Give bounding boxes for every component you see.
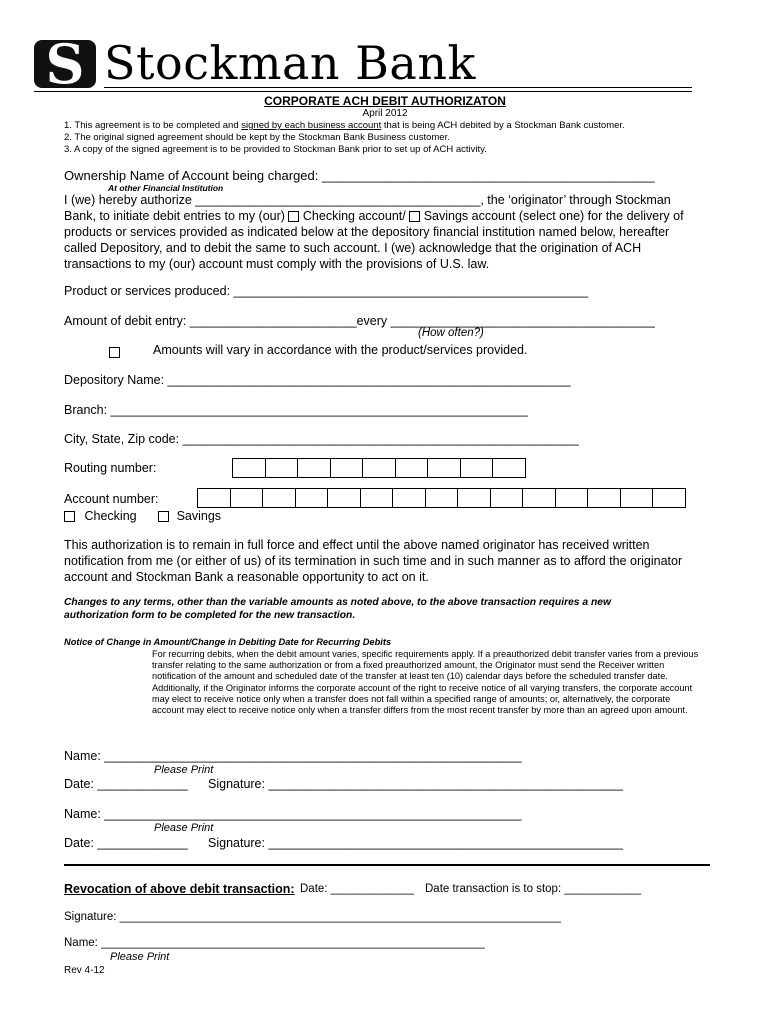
account-digit-box[interactable] [555,488,589,508]
account-checking-checkbox[interactable] [64,511,75,522]
authorization-line-4: called Depository, and to debit the same to such account. I (we) acknowledge that the origination of ACH [64,241,642,255]
routing-digit-box[interactable] [297,458,331,478]
authorization-line-2: Bank, to initiate debit entries to my (our) Checking account/ Savings account (select one) for the delivery of [64,209,684,223]
terms-line-3: account and Stockman Bank a reasonable opportunity to act on it. [64,570,429,584]
signer2-name-field[interactable]: Name: ____________________________________________________________ [64,807,522,821]
account-digit-box[interactable] [620,488,654,508]
routing-digit-box[interactable] [395,458,429,478]
account-digit-box[interactable] [425,488,459,508]
signer1-please-print: Please Print [154,764,214,776]
authorization-line-1: I (we) hereby authorize _________________________________________, the ‘originator’ through Stockman [64,193,671,207]
page-title: CORPORATE ACH DEBIT AUTHORIZATON [264,94,506,108]
form-date: April 2012 [362,108,408,119]
ownership-field[interactable]: Ownership Name of Account being charged: ______________________________________________ [64,168,655,183]
account-digit-box[interactable] [490,488,524,508]
notice-heading: Notice of Change in Amount/Change in Debiting Date for Recurring Debits [64,637,392,647]
signer2-signature-field[interactable]: Signature: ___________________________________________________ [208,836,624,850]
variable-amount-label: Amounts will vary in accordance with the product/services provided. [153,343,528,357]
routing-number-boxes[interactable] [233,458,526,478]
revocation-signature-field[interactable]: Signature: _____________________________________________________________________ [64,911,561,923]
terms-line-2: notification from me (or either of us) of its termination in such time and in such manner as to afford the originator [64,554,683,568]
signer1-signature-field[interactable]: Signature: ___________________________________________________ [208,777,624,791]
revocation-heading: Revocation of above debit transaction: [64,882,295,896]
instruction-2: 2. The original signed agreement should be kept by the Stockman Bank Business customer. [64,132,450,143]
checking-account-checkbox[interactable] [288,211,299,222]
routing-digit-box[interactable] [492,458,526,478]
routing-digit-box[interactable] [330,458,364,478]
revocation-stop-date-field[interactable]: Date transaction is to stop: ____________ [425,883,642,895]
account-digit-box[interactable] [392,488,426,508]
routing-number-label: Routing number: [64,461,157,475]
bank-name: Stockman Bank [104,36,476,90]
header-rule [104,87,692,88]
ownership-note: At other Financial Institution [108,183,224,193]
routing-digit-box[interactable] [460,458,494,478]
authorization-line-5: transactions to my (our) account must comply with the provisions of U.S. law. [64,257,490,271]
signer1-date-field[interactable]: Date: _____________ [64,777,188,791]
account-digit-box[interactable] [360,488,394,508]
account-digit-box[interactable] [587,488,621,508]
product-field[interactable]: Product or services produced: ___________________________________________________ [64,284,589,298]
account-digit-box[interactable] [652,488,686,508]
routing-digit-box[interactable] [362,458,396,478]
account-digit-box[interactable] [522,488,556,508]
terms-line-1: This authorization is to remain in full force and effect until the above named originator has received written [64,538,650,552]
revocation-name-field[interactable]: Name: ____________________________________________________________ [64,937,485,949]
city-state-zip-field[interactable]: City, State, Zip code: _________________________________________________________ [64,432,579,446]
account-checking-label: Checking [84,509,137,523]
header-rule-lower [34,91,692,92]
authorization-line-3: products or services provided as indicated below at the depository financial institution named below, hereafter [64,225,670,239]
variable-amount-checkbox[interactable] [109,343,120,361]
changes-notice-line-1: Changes to any terms, other than the variable amounts as noted above, to the above transaction requires a new [64,597,612,608]
logo-letter: S [45,32,85,96]
changes-notice-line-2: authorization form to be completed for the new transaction. [64,610,356,621]
account-savings-label: Savings [176,509,222,523]
routing-digit-box[interactable] [265,458,299,478]
savings-account-checkbox[interactable] [409,211,420,222]
branch-field[interactable]: Branch: ____________________________________________________________ [64,403,528,417]
account-number-boxes[interactable] [198,488,686,508]
signer2-date-field[interactable]: Date: _____________ [64,836,188,850]
account-digit-box[interactable] [197,488,231,508]
notice-body: For recurring debits, when the debit amount varies, specific requirements apply. If a preauthorized debit transfer varies from a previous transfer relating to the same authorization or from a fixed preauthorized amount, the Originator must send the Receiver written notification of the amount and scheduled date of the transfer at least ten (10) calendar days before the scheduled transfer date. Additionally, if the Originator informs the corporate account of the right to receive notice of all varying transfers, the corporate account may elect to receive notice only when a transfer does not fall within a specified range of amounts; or, alternatively, the corporate account may elect to receive notice only when a transfer differs from the most recent transfer by more than an agreed upon amount. [152,649,699,716]
revocation-date-field[interactable]: Date: _____________ [300,883,414,895]
how-often-hint: (How often?) [418,327,484,339]
account-digit-box[interactable] [262,488,296,508]
account-type-row [64,509,221,523]
revision-label: Rev 4-12 [64,965,105,976]
account-digit-box[interactable] [457,488,491,508]
routing-digit-box[interactable] [232,458,266,478]
signer2-please-print: Please Print [154,822,214,834]
account-digit-box[interactable] [327,488,361,508]
account-number-label: Account number: [64,492,159,506]
revocation-please-print: Please Print [110,951,170,963]
routing-digit-box[interactable] [427,458,461,478]
instruction-1: 1. This agreement is to be completed and signed by each business account that is being ACH debited by a Stockman Bank customer. [64,120,625,131]
account-digit-box[interactable] [230,488,264,508]
bank-logo-mark [34,32,96,96]
depository-name-field[interactable]: Depository Name: __________________________________________________________ [64,373,571,387]
instruction-3: 3. A copy of the signed agreement is to be provided to Stockman Bank prior to set up of ACH activity. [64,144,487,155]
section-divider [64,864,710,866]
account-digit-box[interactable] [295,488,329,508]
amount-field[interactable]: Amount of debit entry: ________________________every ______________________________________ [64,314,655,328]
signer1-name-field[interactable]: Name: ____________________________________________________________ [64,749,522,763]
account-savings-checkbox[interactable] [158,511,169,522]
